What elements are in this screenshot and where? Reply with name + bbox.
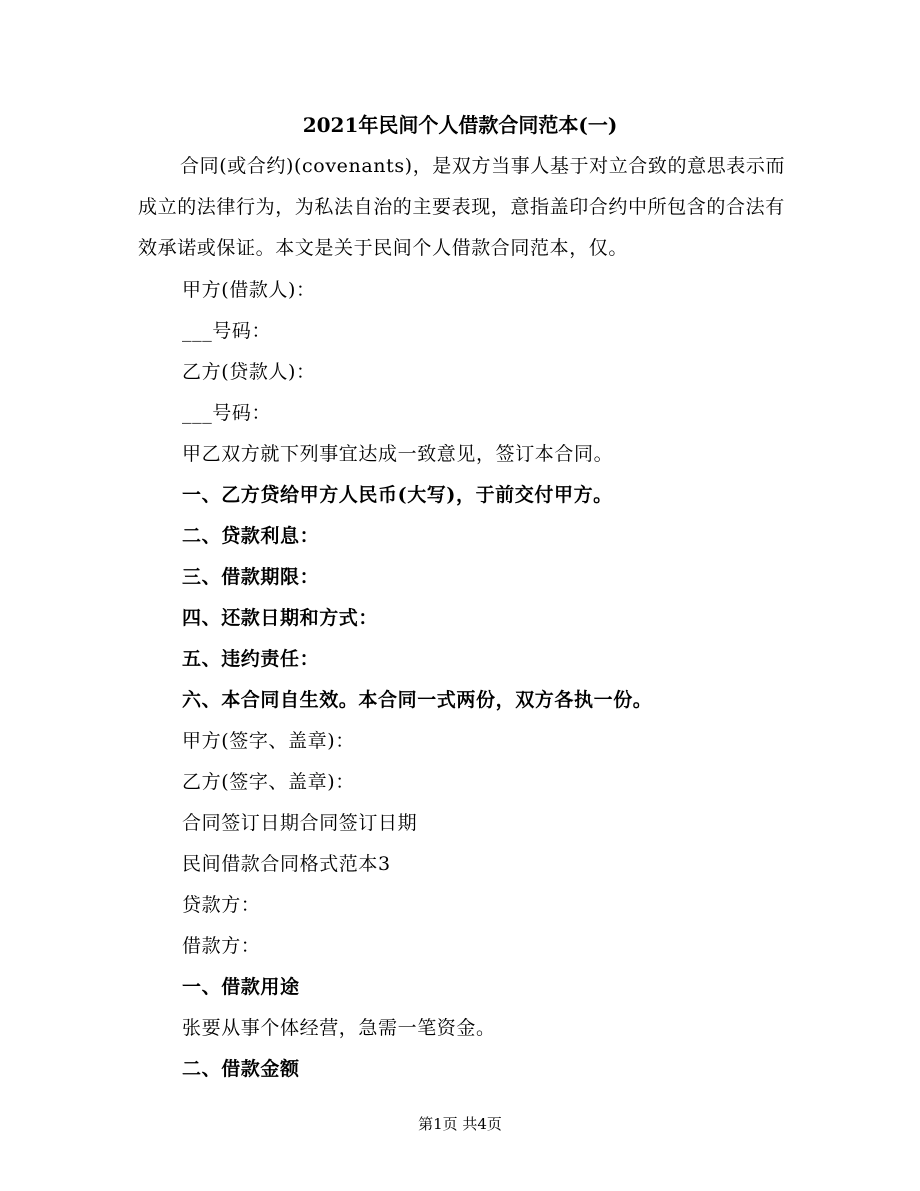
party-a-id-number-line: ___号码： [182, 320, 272, 342]
borrower-line: 借款方： [182, 935, 261, 957]
party-b-lender-line: 乙方(贷款人)： [182, 361, 316, 383]
loan-amount-heading: 二、借款金额 [182, 1058, 300, 1080]
clause-3-heading: 三、借款期限： [182, 566, 320, 588]
clause-6-heading: 六、本合同自生效。本合同一式两份，双方各执一份。 [182, 689, 653, 711]
party-b-signature-line: 乙方(签字、盖章)： [182, 771, 355, 793]
clause-5-heading: 五、违约责任： [182, 648, 320, 670]
agreement-statement-line: 甲乙双方就下列事宜达成一致意见，签订本合同。 [182, 443, 614, 465]
intro-paragraph: 合同(或合约)(covenants)，是双方当事人基于对立合致的意思表示而成立的法律行为，为私法自治的主要表现，意指盖印合约中所包含的合法有效承诺或保证。本文是关于民间个人借款合同范本，仅。 [138, 155, 786, 259]
document-title: 2021年民间个人借款合同范本(一) [302, 113, 618, 137]
clause-2-heading: 二、贷款利息： [182, 525, 320, 547]
page-number-footer: 第1页 共4页 [418, 1115, 502, 1133]
party-a-signature-line: 甲方(签字、盖章)： [182, 730, 355, 752]
loan-purpose-text: 张要从事个体经营，急需一笔资金。 [182, 1017, 496, 1039]
template-3-heading: 民间借款合同格式范本3 [182, 853, 391, 875]
party-a-borrower-line: 甲方(借款人)： [182, 279, 316, 301]
clause-1-heading: 一、乙方贷给甲方人民币(大写)，于前交付甲方。 [182, 484, 613, 506]
party-b-id-number-line: ___号码： [182, 402, 272, 424]
clause-4-heading: 四、还款日期和方式： [182, 607, 379, 629]
lender-line: 贷款方： [182, 894, 261, 916]
signing-date-line: 合同签订日期合同签订日期 [182, 812, 418, 834]
loan-purpose-heading: 一、借款用途 [182, 976, 300, 998]
